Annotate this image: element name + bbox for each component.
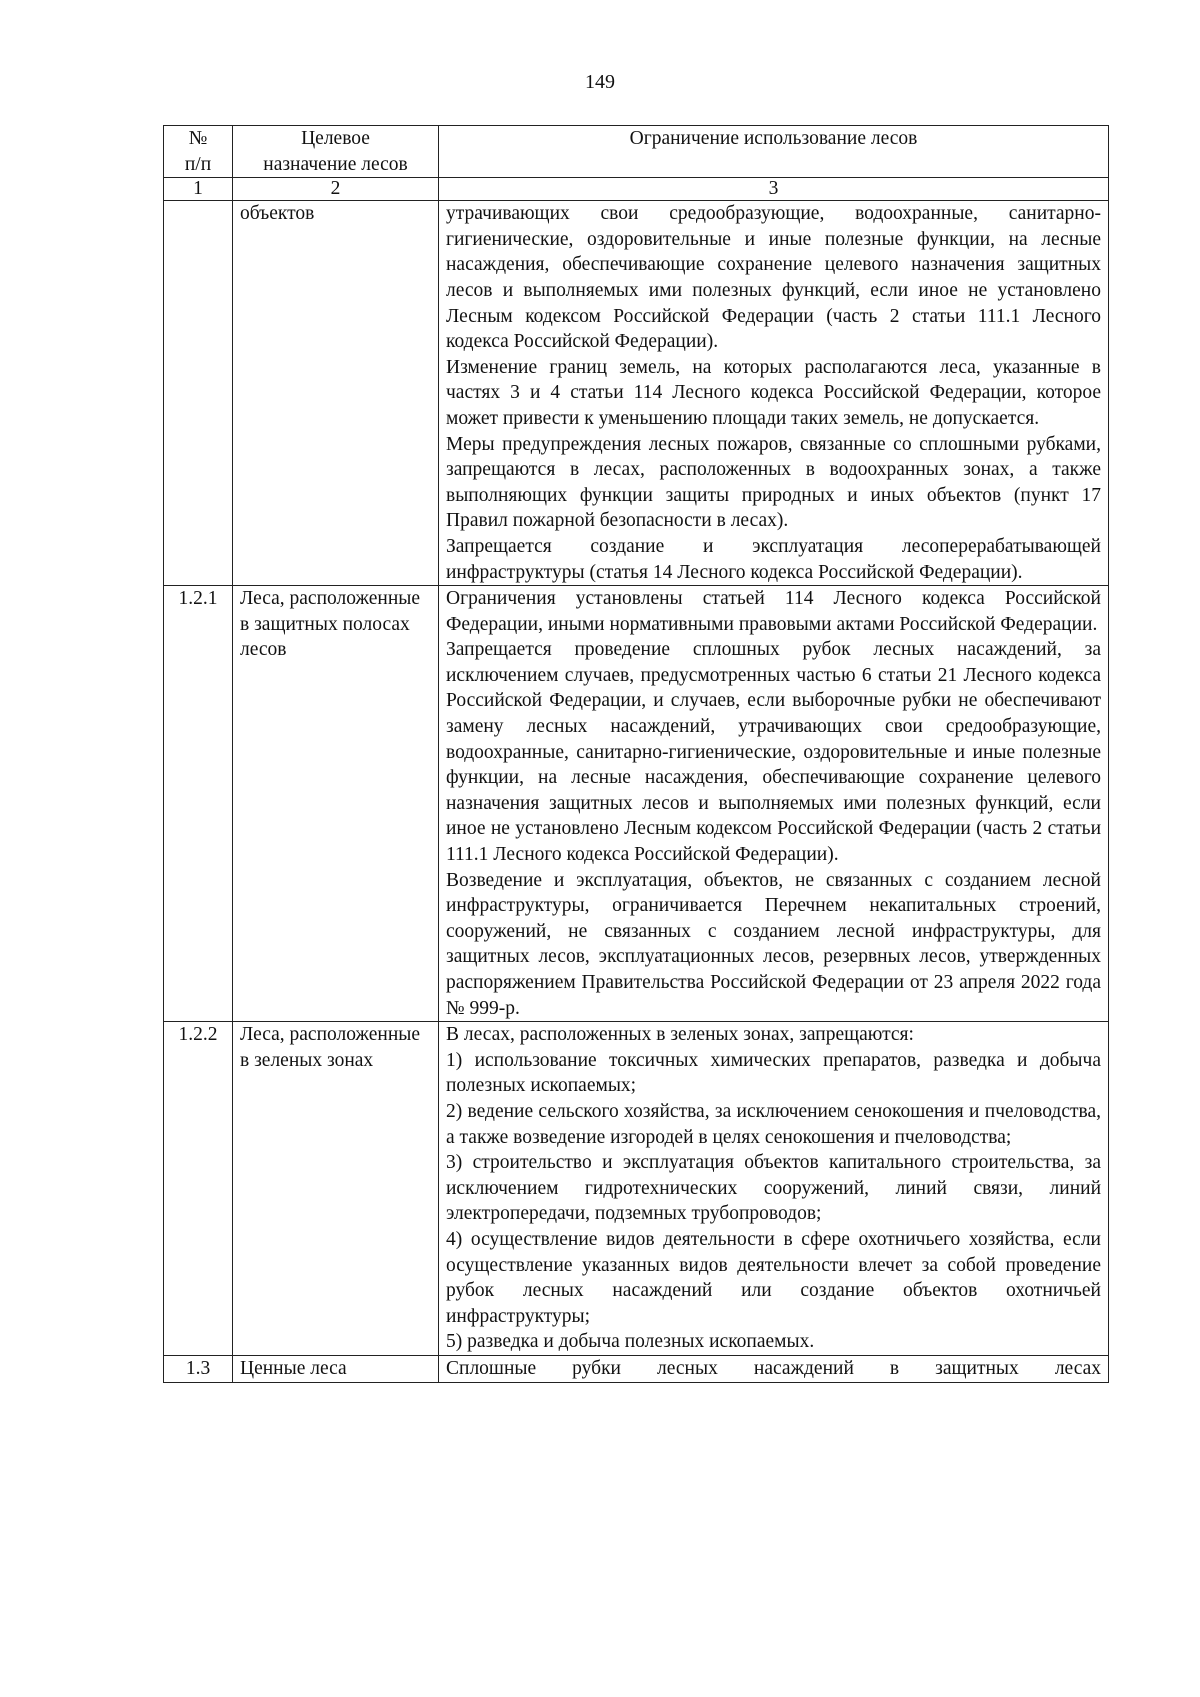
restriction-paragraph: Запрещается проведение сплошных рубок лесных насаждений, за исключением случаев, предусмотренных частью 6 статьи 21 Лесного кодекса Российской Федерации, и случаев, если выборочные рубки не обеспечивают замену лесных насаждений, утрачивающих свои средообразующие, водоохранные, санитарно-гигиенические, оздоровительные и иные полезные функции, на лесные насаждения, обеспечивающие сохранение целевого назначения защитных лесов и выполняемых ими полезных функций, если иное не установлено Лесным кодексом Российской Федерации (часть 2 статьи 111.1 Лесного кодекса Российской Федерации). bbox=[446, 639, 1101, 866]
restriction-paragraph: Изменение границ земель, на которых располагаются леса, указанные в частях 3 и 4 статьи 114 Лесного кодекса Российской Федерации, которое может привести к уменьшению площади таких земель, не допускается. bbox=[446, 356, 1101, 429]
restriction-paragraph: 4) осуществление видов деятельности в сфере охотничьего хозяйства, если осуществление указанных видов деятельности влечет за собой проведение рубок лесных насаждений или создание объектов охотничьей инфраструктуры; bbox=[446, 1228, 1101, 1327]
table-row bbox=[164, 1355, 1109, 1382]
header-purpose-label: Целевое назначение лесов bbox=[263, 128, 408, 175]
row-number: 1.2.2 bbox=[164, 1022, 233, 1356]
restriction-paragraph: Меры предупреждения лесных пожаров, связанные со сплошными рубками, запрещаются в лесах, расположенных в водоохранных зонах, а также выполняющих функции защиты природных и иных объектов (пункт 17 Правил пожарной безопасности в лесах). bbox=[446, 433, 1101, 532]
row-restrictions bbox=[439, 201, 1109, 586]
row-restrictions bbox=[439, 1355, 1109, 1382]
forest-restrictions-table bbox=[163, 125, 1109, 1383]
row-restrictions bbox=[439, 586, 1109, 1022]
page-number: 149 bbox=[585, 71, 615, 93]
restriction-paragraph: утрачивающих свои средообразующие, водоохранные, санитарно-гигиенические, оздоровительные и иные полезные функции, на лесные насаждения, обеспечивающие сохранение целевого назначения защитных лесов и выполняемых ими полезных функций, если иное не установлено Лесным кодексом Российской Федерации (часть 2 статьи 111.1 Лесного кодекса Российской Федерации). bbox=[446, 203, 1101, 353]
row-purpose: объектов bbox=[233, 201, 439, 586]
table-row bbox=[164, 586, 1109, 1022]
restriction-paragraph: 5) разведка и добыча полезных ископаемых. bbox=[446, 1331, 815, 1353]
restriction-paragraph: Возведение и эксплуатация, объектов, не связанных с созданием лесной инфраструктуры, ограничивается Перечнем некапитальных строений, сооружений, не связанных с созданием лесной инфраструктуры, для защитных лесов, эксплуатационных лесов, резервных лесов, утвержденных распоряжением Правительства Российской Федерации от 23 апреля 2022 года № 999-р. bbox=[446, 869, 1101, 1019]
restriction-paragraph: 3) строительство и эксплуатация объектов капитального строительства, за исключением гидротехнических сооружений, линий связи, линий электропередачи, подземных трубопроводов; bbox=[446, 1152, 1101, 1225]
column-number-row bbox=[164, 178, 1109, 201]
row-purpose: Леса, расположенные в зеленых зонах bbox=[233, 1022, 439, 1356]
restriction-paragraph: Сплошные рубки лесных насаждений в защитных лесах bbox=[446, 1357, 1101, 1379]
restriction-paragraph: 2) ведение сельского хозяйства, за исключением сенокошения и пчеловодства, а также возведение изгородей в целях сенокошения и пчеловодства; bbox=[446, 1100, 1101, 1148]
header-restriction bbox=[439, 126, 1109, 178]
column-number: 3 bbox=[439, 178, 1109, 201]
row-purpose: Леса, расположенные в защитных полосах лесов bbox=[233, 586, 439, 1022]
header-number-label: № п/п bbox=[184, 128, 212, 175]
row-number: 1.2.1 bbox=[164, 586, 233, 1022]
header-purpose bbox=[233, 126, 439, 178]
restriction-paragraph: В лесах, расположенных в зеленых зонах, запрещаются: bbox=[446, 1024, 914, 1046]
row-purpose: Ценные леса bbox=[233, 1355, 439, 1382]
table-header-row bbox=[164, 126, 1109, 178]
header-restriction-label: Ограничение использование лесов bbox=[629, 128, 918, 149]
restriction-paragraph: 1) использование токсичных химических препаратов, разведка и добыча полезных ископаемых; bbox=[446, 1049, 1101, 1097]
row-restrictions bbox=[439, 1022, 1109, 1356]
table-row bbox=[164, 1022, 1109, 1356]
column-number: 1 bbox=[164, 178, 233, 201]
column-number: 2 bbox=[233, 178, 439, 201]
header-number bbox=[164, 126, 233, 178]
row-number: 1.3 bbox=[164, 1355, 233, 1382]
restriction-paragraph: Ограничения установлены статьей 114 Лесного кодекса Российской Федерации, иными нормативными правовыми актами Российской Федерации. bbox=[446, 588, 1101, 635]
table-row bbox=[164, 201, 1109, 586]
restriction-paragraph: Запрещается создание и эксплуатация лесоперерабатывающей инфраструктуры (статья 14 Лесного кодекса Российской Федерации). bbox=[446, 535, 1101, 583]
row-number bbox=[164, 201, 233, 586]
